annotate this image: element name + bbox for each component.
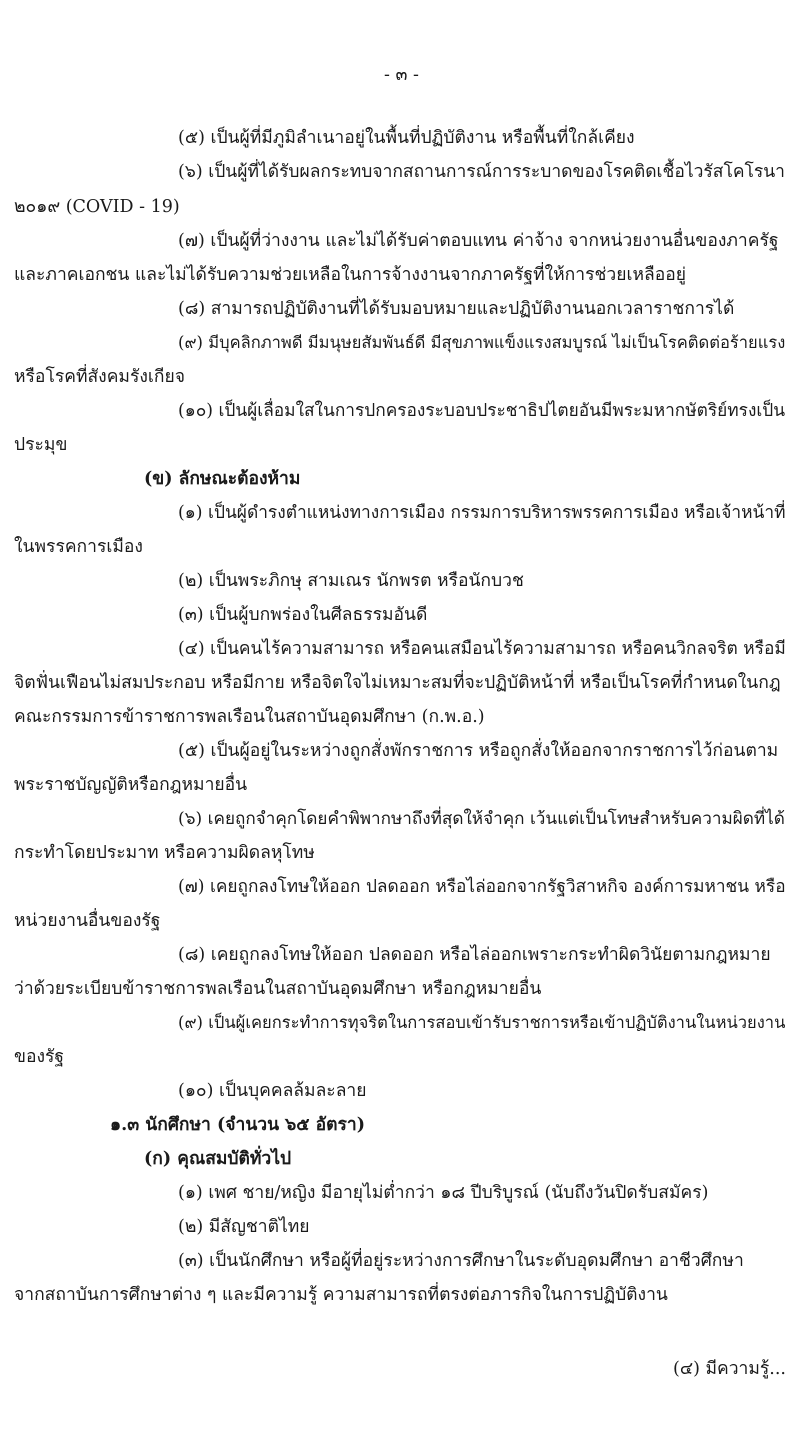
section-heading: (ก) คุณสมบัติทั่วไป [144,1149,292,1169]
text-line: (๑๐) เป็นผู้เลื่อมใสในการปกครองระบอบประชาธิปไตยอันมีพระมหากษัตริย์ทรงเป็น [178,401,786,421]
text-line: จากสถาบันการศึกษาต่าง ๆ และมีความรู้ ความสามารถที่ตรงต่อภารกิจในการปฏิบัติงาน [14,1285,668,1305]
text-line: (๖) เป็นผู้ที่ได้รับผลกระทบจากสถานการณ์การระบาดของโรคติดเชื้อไวรัสโคโรนา [178,162,785,182]
section-heading: (ข) ลักษณะต้องห้าม [144,469,301,489]
text-line: (๖) เคยถูกจำคุกโดยคำพิพากษาถึงที่สุดให้จำคุก เว้นแต่เป็นโทษสำหรับความผิดที่ได้ [178,809,785,829]
continuation-note: (๔) มีความรู้... [673,1359,786,1379]
text-line: หรือโรคที่สังคมรังเกียจ [14,367,185,387]
text-line: คณะกรรมการข้าราชการพลเรือนในสถาบันอุดมศึกษา (ก.พ.อ.) [14,707,485,727]
text-line: (๕) เป็นผู้ที่มีภูมิลำเนาอยู่ในพื้นที่ปฏิบัติงาน หรือพื้นที่ใกล้เคียง [178,128,635,148]
text-line: (๗) เคยถูกลงโทษให้ออก ปลดออก หรือไล่ออกจากรัฐวิสาหกิจ องค์การมหาชน หรือ [178,877,786,897]
text-line: (๘) สามารถปฏิบัติงานที่ได้รับมอบหมายและปฏิบัติงานนอกเวลาราชการได้ [178,299,735,319]
text-line: (๒) มีสัญชาติไทย [178,1217,310,1237]
text-line: (๑) เพศ ชาย/หญิง มีอายุไม่ต่ำกว่า ๑๘ ปีบริบูรณ์ (นับถึงวันปิดรับสมัคร) [178,1183,709,1203]
text-line: (๘) เคยถูกลงโทษให้ออก ปลดออก หรือไล่ออกเพราะกระทำผิดวินัยตามกฎหมาย [178,945,771,965]
text-line: จิตฟั่นเฟือนไม่สมประกอบ หรือมีกาย หรือจิตใจไม่เหมาะสมที่จะปฏิบัติหน้าที่ หรือเป็นโรคที่กำหนดในกฎ [14,673,781,693]
text-line: (๙) เป็นผู้เคยกระทำการทุจริตในการสอบเข้ารับราชการหรือเข้าปฏิบัติงานในหน่วยงาน [178,1013,786,1032]
text-line: (๑) เป็นผู้ดำรงตำแหน่งทางการเมือง กรรมการบริหารพรรคการเมือง หรือเจ้าหน้าที่ [178,503,786,523]
text-line: พระราชบัญญัติหรือกฎหมายอื่น [14,775,248,795]
text-line: (๔) เป็นคนไร้ความสามารถ หรือคนเสมือนไร้ความสามารถ หรือคนวิกลจริต หรือมี [178,639,786,659]
page-number: - ๓ - [384,65,419,85]
text-line: (๕) เป็นผู้อยู่ในระหว่างถูกสั่งพักราชการ หรือถูกสั่งให้ออกจากราชการไว้ก่อนตาม [178,741,779,761]
text-line: ของรัฐ [14,1047,65,1067]
text-line: ประมุข [14,435,68,455]
text-line: และภาคเอกชน และไม่ได้รับความช่วยเหลือในการจ้างงานจากภาครัฐที่ให้การช่วยเหลืออยู่ [14,265,686,285]
text-line: ว่าด้วยระเบียบข้าราชการพลเรือนในสถาบันอุดมศึกษา หรือกฎหมายอื่น [14,979,542,999]
text-line: (๑๐) เป็นบุคคลล้มละลาย [178,1081,367,1101]
text-line: (๗) เป็นผู้ที่ว่างงาน และไม่ได้รับค่าตอบแทน ค่าจ้าง จากหน่วยงานอื่นของภาครัฐ [178,231,779,251]
text-line: (๙) มีบุคลิกภาพดี มีมนุษยสัมพันธ์ดี มีสุขภาพแข็งแรงสมบูรณ์ ไม่เป็นโรคติดต่อร้ายแรง [178,333,786,352]
text-line: (๓) เป็นผู้บกพร่องในศีลธรรมอันดี [178,605,428,625]
text-line: (๒) เป็นพระภิกษุ สามเณร นักพรต หรือนักบวช [178,571,524,591]
text-line: ๒๐๑๙ (COVID - 19) [14,197,180,217]
text-line: กระทำโดยประมาท หรือความผิดลหุโทษ [14,843,315,863]
text-line: หน่วยงานอื่นของรัฐ [14,911,161,931]
section-heading: ๑.๓ นักศึกษา (จำนวน ๖๕ อัตรา) [110,1115,366,1135]
text-line: (๓) เป็นนักศึกษา หรือผู้ที่อยู่ระหว่างการศึกษาในระดับอุดมศึกษา อาชีวศึกษา [178,1251,744,1271]
text-line: ในพรรคการเมือง [14,537,143,557]
